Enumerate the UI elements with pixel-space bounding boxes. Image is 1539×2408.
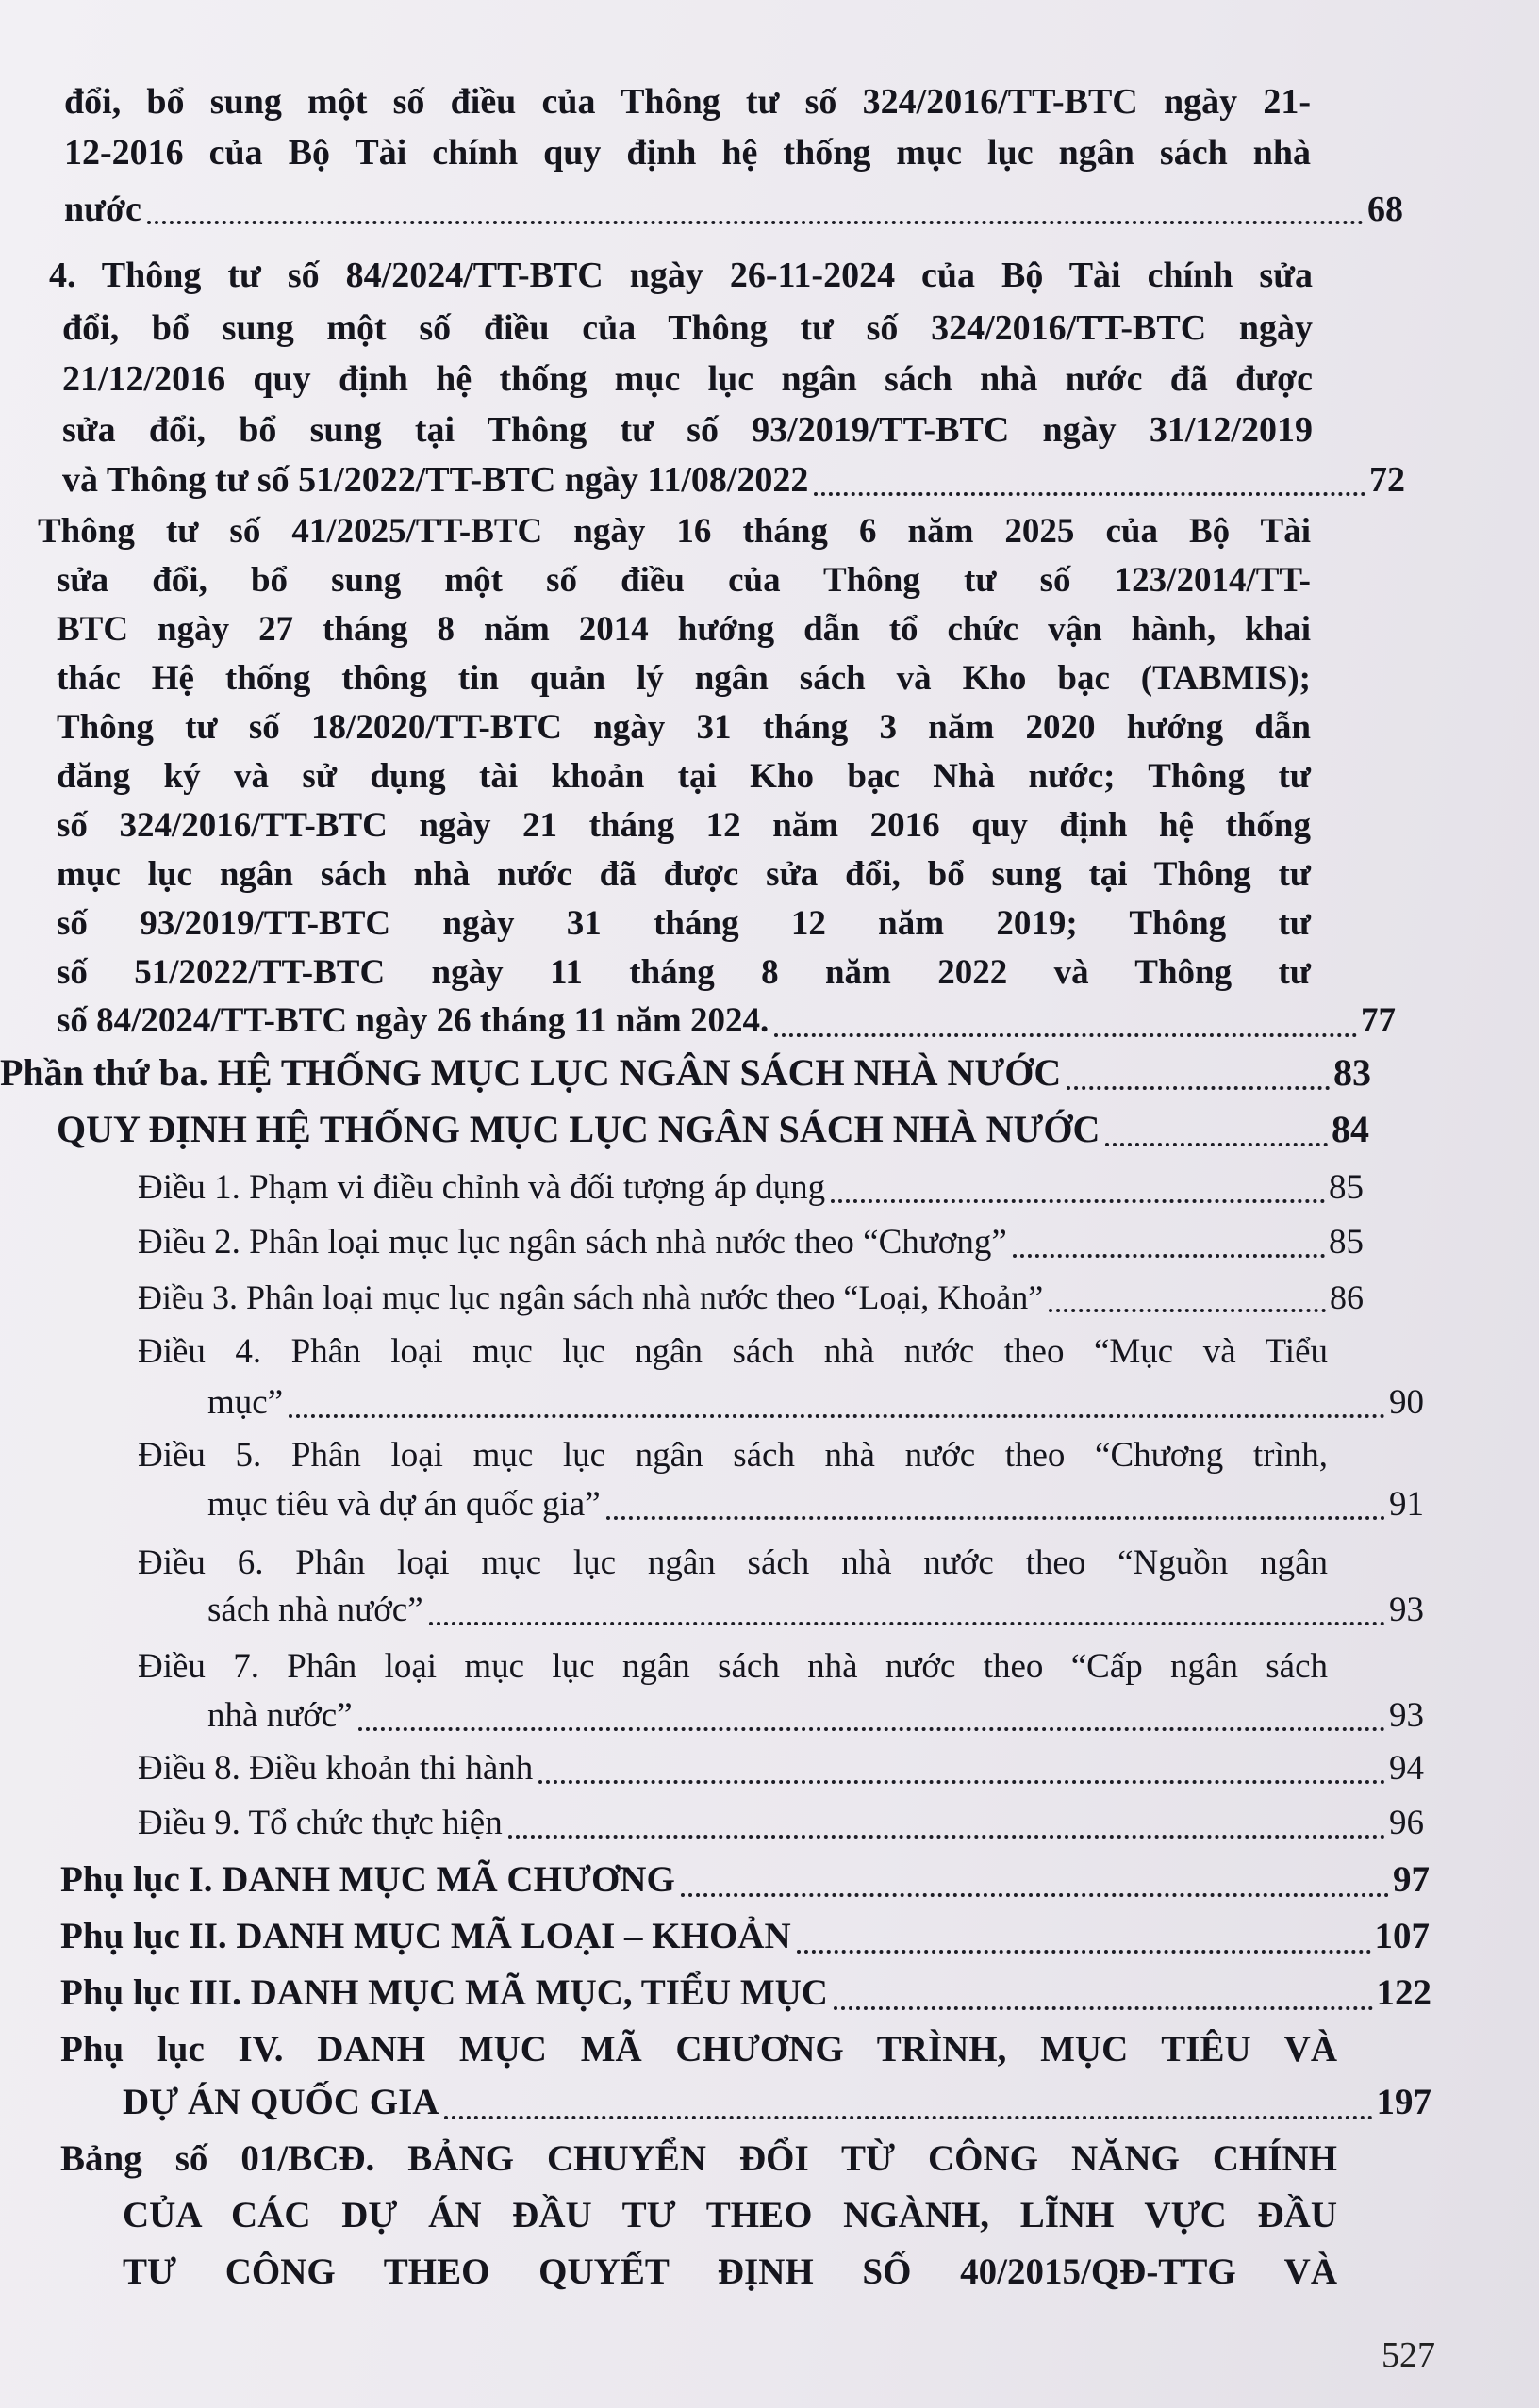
page-ref: 96	[1389, 1804, 1424, 1842]
page-ref: 93	[1389, 1696, 1424, 1735]
page-ref: 97	[1393, 1859, 1430, 1900]
article-title: Điều 4. Phân loại mục lục ngân sách nhà nước theo “Mục và Tiểu	[138, 1332, 1328, 1371]
dot-leader	[444, 2112, 1372, 2119]
entry-line: số 84/2024/TT-BTC ngày 26 tháng 11 năm 2024.	[57, 1001, 770, 1040]
article-title: Điều 8. Điều khoản thi hành	[138, 1749, 534, 1788]
page-ref: 197	[1376, 2082, 1431, 2122]
toc-row[interactable]	[62, 456, 1405, 503]
page-ref: 90	[1389, 1383, 1424, 1422]
entry-line: đổi, bổ sung một số điều của Thông tư số 324/2016/TT-BTC ngày	[62, 308, 1313, 348]
dot-leader	[681, 1889, 1389, 1897]
entry-line: đăng ký và sử dụng tài khoản tại Kho bạc Nhà nước; Thông tư	[57, 757, 1311, 796]
dot-leader	[814, 488, 1365, 496]
entry-line: 21/12/2016 quy định hệ thống mục lục ngân sách nhà nước đã được	[62, 359, 1313, 399]
article-row[interactable]	[207, 1693, 1424, 1739]
article-title: Điều 6. Phân loại mục lục ngân sách nhà nước theo “Nguồn ngân	[138, 1543, 1328, 1582]
appendix-title: Phụ lục I. DANH MỤC MÃ CHƯƠNG	[60, 1859, 675, 1900]
page-ref: 91	[1389, 1485, 1424, 1524]
article-row[interactable]	[207, 1380, 1424, 1426]
page-ref: 122	[1376, 1972, 1431, 2013]
entry-line: 4. Thông tư số 84/2024/TT-BTC ngày 26-11-2024 của Bộ Tài chính sửa	[49, 256, 1313, 295]
entry-line: 12-2016 của Bộ Tài chính quy định hệ thống mục lục ngân sách nhà	[64, 133, 1311, 173]
page-ref: 93	[1389, 1591, 1424, 1629]
entry-line: đổi, bổ sung một số điều của Thông tư số 324/2016/TT-BTC ngày 21-	[64, 82, 1311, 122]
dot-leader	[508, 1831, 1385, 1839]
dot-leader	[1049, 1305, 1326, 1312]
article-row[interactable]	[207, 1588, 1424, 1633]
entry-line: sửa đổi, bổ sung tại Thông tư số 93/2019/TT-BTC ngày 31/12/2019	[62, 410, 1313, 450]
article-title: mục”	[207, 1383, 284, 1422]
dot-leader	[538, 1776, 1385, 1784]
article-row[interactable]	[138, 1165, 1364, 1211]
dot-leader	[358, 1724, 1385, 1731]
dot-leader	[1013, 1250, 1325, 1258]
article-row[interactable]	[138, 1275, 1364, 1320]
appendix-title: Phụ lục III. DANH MỤC MÃ MỤC, TIỂU MỤC	[60, 1972, 828, 2013]
dot-leader	[147, 217, 1364, 224]
entry-line: Thông tư số 41/2025/TT-BTC ngày 16 tháng 6 năm 2025 của Bộ Tài	[38, 512, 1311, 551]
dot-leader	[289, 1410, 1385, 1418]
dot-leader	[606, 1512, 1385, 1520]
entry-line: nước	[64, 190, 141, 229]
entry-line: mục lục ngân sách nhà nước đã được sửa đổi, bổ sung tại Thông tư	[57, 855, 1311, 894]
dot-leader	[1067, 1082, 1330, 1090]
appendix-row[interactable]	[60, 1912, 1430, 1961]
article-title: Điều 2. Phân loại mục lục ngân sách nhà nước theo “Chương”	[138, 1223, 1007, 1262]
article-row[interactable]	[138, 1220, 1364, 1265]
table-entry-line: CỦA CÁC DỰ ÁN ĐẦU TƯ THEO NGÀNH, LĨNH VỰC ĐẦU	[123, 2195, 1337, 2235]
article-title: Điều 9. Tổ chức thực hiện	[138, 1804, 503, 1842]
page-ref: 107	[1374, 1916, 1430, 1956]
entry-line: số 324/2016/TT-BTC ngày 21 tháng 12 năm 2016 quy định hệ thống	[57, 806, 1311, 845]
page-ref: 94	[1389, 1749, 1424, 1788]
dot-leader	[774, 1030, 1357, 1037]
appendix-title: DỰ ÁN QUỐC GIA	[123, 2082, 439, 2122]
page-ref: 86	[1330, 1278, 1364, 1316]
appendix-row[interactable]	[60, 1855, 1430, 1905]
appendix-row[interactable]	[60, 1969, 1431, 2018]
appendix-row[interactable]	[123, 2078, 1431, 2127]
appendix-title: Phụ lục II. DANH MỤC MÃ LOẠI – KHOẢN	[60, 1916, 791, 1956]
entry-line: thác Hệ thống thông tin quản lý ngân sách và Kho bạc (TABMIS);	[57, 659, 1311, 698]
page-ref: 68	[1367, 190, 1403, 229]
entry-line: và Thông tư số 51/2022/TT-BTC ngày 11/08/2022	[62, 460, 809, 500]
article-title: nhà nước”	[207, 1696, 353, 1735]
entry-line: sửa đổi, bổ sung một số điều của Thông tư số 123/2014/TT-	[57, 561, 1311, 600]
table-entry-line: Bảng số 01/BCĐ. BẢNG CHUYỂN ĐỔI TỪ CÔNG NĂNG CHÍNH	[60, 2138, 1337, 2179]
article-title: Điều 7. Phân loại mục lục ngân sách nhà nước theo “Cấp ngân sách	[138, 1647, 1328, 1686]
article-row[interactable]	[138, 1801, 1424, 1846]
table-entry-line: TƯ CÔNG THEO QUYẾT ĐỊNH SỐ 40/2015/QĐ-TTG VÀ	[123, 2251, 1337, 2292]
page-number: 527	[1382, 2335, 1435, 2375]
dot-leader	[1105, 1139, 1328, 1146]
part-three-title: Phần thứ ba. HỆ THỐNG MỤC LỤC NGÂN SÁCH NHÀ NƯỚC	[0, 1051, 1062, 1094]
regulation-heading[interactable]	[57, 1105, 1369, 1154]
entry-line: số 51/2022/TT-BTC ngày 11 tháng 8 năm 2022 và Thông tư	[57, 953, 1311, 992]
toc-row[interactable]	[64, 187, 1403, 232]
dot-leader	[797, 1946, 1371, 1954]
article-title: mục tiêu và dự án quốc gia”	[207, 1485, 601, 1524]
article-title: Điều 1. Phạm vi điều chỉnh và đối tượng áp dụng	[138, 1168, 826, 1207]
article-row[interactable]	[207, 1482, 1424, 1527]
article-row[interactable]	[138, 1746, 1424, 1791]
entry-line: Thông tư số 18/2020/TT-BTC ngày 31 tháng 3 năm 2020 hướng dẫn	[57, 708, 1311, 747]
article-title: sách nhà nước”	[207, 1591, 423, 1629]
dot-leader	[831, 1196, 1325, 1203]
page-ref: 84	[1332, 1108, 1369, 1150]
part-three-heading[interactable]	[0, 1048, 1371, 1097]
article-title: Điều 3. Phân loại mục lục ngân sách nhà nước theo “Loại, Khoản”	[138, 1278, 1044, 1316]
entry-line: số 93/2019/TT-BTC ngày 31 tháng 12 năm 2019; Thông tư	[57, 904, 1311, 943]
appendix-title: Phụ lục IV. DANH MỤC MÃ CHƯƠNG TRÌNH, MỤC TIÊU VÀ	[60, 2029, 1337, 2070]
entry-line: BTC ngày 27 tháng 8 năm 2014 hướng dẫn tổ chức vận hành, khai	[57, 610, 1311, 649]
page-ref: 85	[1329, 1223, 1364, 1262]
page-ref: 85	[1329, 1168, 1364, 1207]
toc-row[interactable]	[57, 998, 1396, 1045]
regulation-title: QUY ĐỊNH HỆ THỐNG MỤC LỤC NGÂN SÁCH NHÀ NƯỚC	[57, 1108, 1100, 1150]
dot-leader	[429, 1618, 1385, 1625]
page-ref: 72	[1369, 460, 1405, 500]
page-ref: 77	[1361, 1001, 1396, 1040]
page-ref: 83	[1333, 1051, 1371, 1094]
dot-leader	[834, 2003, 1373, 2010]
article-title: Điều 5. Phân loại mục lục ngân sách nhà nước theo “Chương trình,	[138, 1436, 1328, 1475]
